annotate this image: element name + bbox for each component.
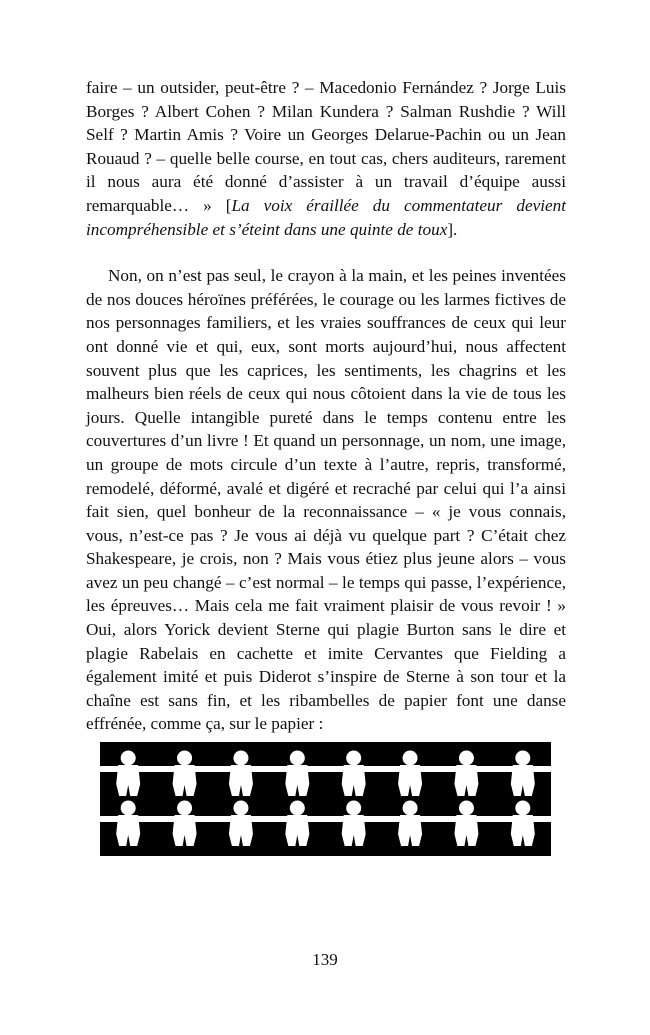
paper-doll-bottom-8 [511,801,535,847]
paper-doll-chain-image [100,742,551,856]
paragraph-1-end: ]. [447,219,458,239]
paragraph-1-italic: La voix éraillée du commentateur devient incompréhensible et s’éteint dans une quinte de toux [86,195,566,239]
paper-doll-bottom-1 [116,801,140,847]
paragraph-2: Non, on n’est pas seul, le crayon à la main, et les peines inventées de nos douces héroïnes préférées, le courage ou les larmes fictives de nos personnages familiers, et les vraies souffrances de ceux qui leur ont donné vie et qui, eux, sont morts aujourd’hui, nous affectent souvent plus que les caprices, les sentiments, les chagrins et les malheurs bien réels de ceux qui nous côtoient dans la vie de tous les jours. Quelle intangible pureté dans le temps contenu entre les couvertures d’un livre ! Et quand un personnage, un nom, une image, un groupe de mots circule d’un texte à l’autre, repris, transformé, remodelé, déformé, avalé et digéré et recraché par celui qui l’a ainsi fait sien, quel bonheur de la reconnaissance – « je vous connais, vous, n’est-ce pas ? Je vous ai déjà vu quelque part ? C’était chez Shakespeare, je crois, non ? Mais vous étiez plus jeune alors – vous avez un peu changé – c’est normal – le temps qui passe, l’expérience, les épreuves… Mais cela me fait vraiment plaisir de vous revoir ! » Oui, alors Yorick devient Sterne qui plagie Burton sans le dire et plagie Rabelais en cachette et imite Cervantes que Fielding a également imité et puis Diderot s’inspire de Sterne à son tour et la chaîne est sans fin, et les ribambelles de papier font une danse effrénée, comme ça, sur le papier : [86,266,566,734]
paper-doll-bottom-3 [229,801,253,847]
paragraph-1 [86,76,566,241]
paper-doll-bottom-2 [173,801,197,847]
doll-hands-band-top [100,766,551,772]
paragraph-1-roman: faire – un outsider, peut-être ? – Macedonio Fernández ? Jorge Luis Borges ? Albert Cohen ? Milan Kundera ? Salman Rushdie ? Will Self ? Martin Amis ? Voire un Georges Delarue-Pachin ou un Jean Rouaud ? – quelle belle course, en tout cas, chers auditeurs, rarement il nous aura été donné d’assister à un travail d’équipe aussi remarquable… » [ [86,78,566,215]
paper-doll-top-5 [342,751,366,797]
paper-doll-top-2 [173,751,197,797]
paper-doll-bottom-5 [342,801,366,847]
paper-doll-top-3 [229,751,253,797]
paper-doll-chain-svg [100,742,551,856]
paper-doll-bottom-4 [285,801,309,847]
paper-doll-bottom-6 [398,801,422,847]
doll-hands-band-bottom [100,816,551,822]
paper-doll-top-7 [454,751,478,797]
paper-doll-top-4 [285,751,309,797]
paper-doll-top-1 [116,751,140,797]
paper-doll-top-6 [398,751,422,797]
body-text [86,76,566,736]
page-number: 139 [312,950,338,969]
paper-doll-top-8 [511,751,535,797]
paper-doll-bottom-7 [454,801,478,847]
